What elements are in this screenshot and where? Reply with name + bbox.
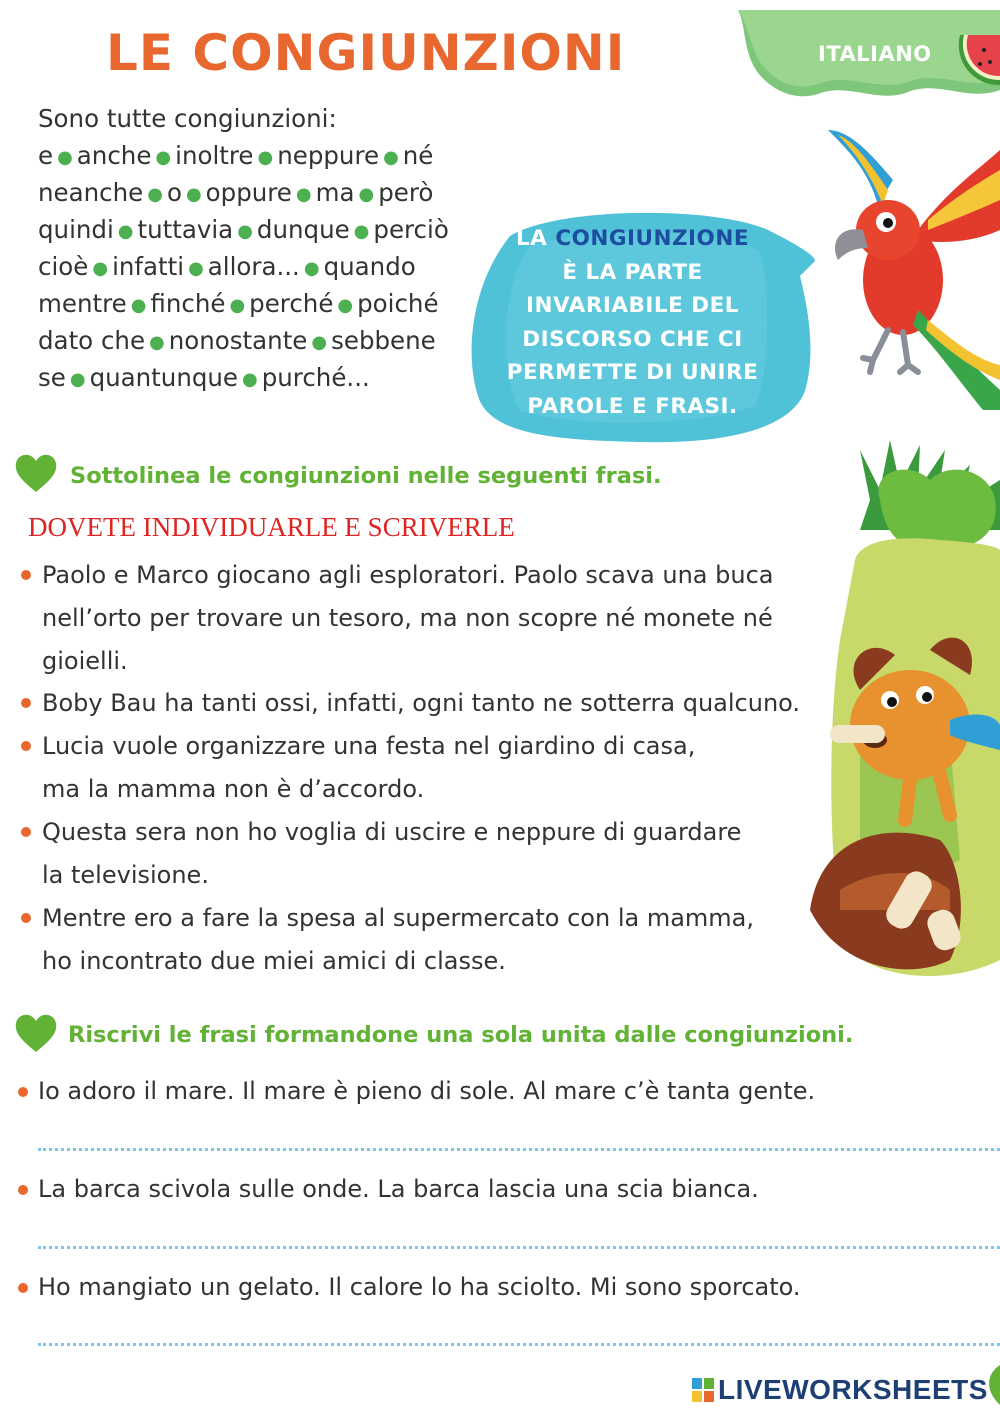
conjunction-line: cioè ● infatti ● allora... ● quando — [38, 252, 416, 281]
watermelon-icon — [950, 30, 1000, 90]
bubble-line: INVARIABILE DEL — [526, 293, 739, 318]
conjunction-intro: Sono tutte congiunzioni: — [38, 104, 337, 133]
page-title: LE CONGIUNZIONI — [106, 24, 626, 82]
teacher-note: DOVETE INDIVIDUARLE E SCRIVERLE — [28, 512, 515, 542]
bubble-definition — [480, 222, 785, 423]
heart-icon — [14, 452, 58, 494]
conjunction-word: perché — [249, 289, 334, 318]
exercise-sentence: la televisione. — [42, 861, 209, 889]
conjunction-word: mentre — [38, 289, 127, 318]
bubble-line: PAROLE E FRASI. — [527, 393, 738, 419]
footer-brand: LIVEWORKSHEETS — [718, 1374, 988, 1405]
conjunction-word: cioè — [38, 252, 89, 281]
conjunction-word: inoltre — [175, 141, 254, 170]
exercise-sentence: ho incontrato due miei amici di classe. — [42, 947, 506, 975]
exercise-sentence: Boby Bau ha tanti ossi, infatti, ogni tanto ne sotterra qualcuno. — [42, 689, 801, 717]
conjunction-word: dato che — [38, 326, 146, 355]
exercise-sentence: Questa sera non ho voglia di uscire e neppure di guardare — [42, 818, 742, 846]
conjunction-word: se — [38, 363, 66, 392]
bullet-icon — [21, 913, 31, 923]
subject-label: ITALIANO — [818, 42, 932, 66]
heart-icon — [14, 1012, 58, 1054]
exercise-sentence: Mentre ero a fare la spesa al supermercato con la mamma, — [42, 904, 754, 932]
conjunction-line: quindi ● tuttavia ● dunque ● perciò — [38, 215, 449, 244]
bullet-icon — [21, 698, 31, 708]
conjunction-word: neppure — [277, 141, 380, 170]
conjunction-word: infatti — [112, 252, 185, 281]
liveworksheets-logo-icon — [692, 1378, 714, 1402]
corner-leaf-icon — [982, 1365, 1000, 1405]
exercise-sentence: Io adoro il mare. Il mare è pieno di sole. Al mare c’è tanta gente. — [38, 1077, 816, 1105]
exercise-sentence: La barca scivola sulle onde. La barca lascia una scia bianca. — [38, 1175, 759, 1203]
conjunction-word: dunque — [256, 215, 350, 244]
conjunction-word: ma — [315, 178, 355, 207]
dog-illustration — [800, 440, 1000, 985]
answer-line[interactable] — [38, 1343, 1000, 1346]
bubble-line: PERMETTE DI UNIRE — [506, 360, 759, 385]
exercise-sentence: gioielli. — [42, 647, 128, 675]
bullet-icon — [21, 570, 31, 580]
conjunction-word: nonostante — [168, 326, 308, 355]
bubble-line-prefix: LA — [515, 226, 548, 251]
conjunction-word: però — [378, 178, 434, 207]
answer-line[interactable] — [38, 1246, 1000, 1249]
bubble-line: DISCORSO CHE CI — [522, 326, 743, 352]
conjunction-line: neanche ● o ● oppure ● ma ● però — [38, 178, 434, 207]
conjunction-line: se ● quantunque ● purché... — [38, 363, 370, 392]
conjunction-word: quando — [323, 252, 416, 281]
conjunction-word: o — [166, 178, 182, 207]
conjunction-word: purché... — [261, 363, 370, 392]
conjunction-word: anche — [76, 141, 152, 170]
conjunction-word: quantunque — [89, 363, 238, 392]
bubble-line: È LA PARTE — [562, 259, 703, 285]
bullet-icon — [21, 827, 31, 837]
bullet-icon — [18, 1283, 28, 1293]
bullet-icon — [21, 741, 31, 751]
bullet-icon — [18, 1087, 28, 1097]
conjunction-word: oppure — [205, 178, 292, 207]
conjunction-line: e ● anche ● inoltre ● neppure ● né — [38, 141, 434, 170]
conjunction-word: poiché — [357, 289, 439, 318]
exercise-sentence: Ho mangiato un gelato. Il calore lo ha sciolto. Mi sono sporcato. — [38, 1273, 801, 1301]
exercise-sentence: Paolo e Marco giocano agli esploratori. Paolo scava una buca — [42, 561, 774, 589]
conjunction-word: e — [38, 141, 54, 170]
answer-line[interactable] — [38, 1148, 1000, 1151]
exercise-instruction: Riscrivi le frasi formandone una sola unita dalle congiunzioni. — [68, 1022, 854, 1048]
bullet-icon — [18, 1185, 28, 1195]
conjunction-word: perciò — [373, 215, 449, 244]
conjunction-word: sebbene — [331, 326, 436, 355]
conjunction-line: dato che ● nonostante ● sebbene — [38, 326, 436, 355]
exercise-sentence: ma la mamma non è d’accordo. — [42, 775, 425, 803]
parrot-illustration — [808, 110, 1000, 410]
exercise-instruction: Sottolinea le congiunzioni nelle seguenti frasi. — [70, 463, 662, 489]
conjunction-word: tuttavia — [137, 215, 234, 244]
exercise-sentence: Lucia vuole organizzare una festa nel giardino di casa, — [42, 732, 696, 760]
conjunction-word: quindi — [38, 215, 114, 244]
conjunction-word: finché — [150, 289, 226, 318]
conjunction-word: né — [402, 141, 434, 170]
exercise-sentence: nell’orto per trovare un tesoro, ma non scopre né monete né — [42, 604, 773, 632]
conjunction-word: neanche — [38, 178, 144, 207]
conjunction-line: mentre ● finché ● perché ● poiché — [38, 289, 439, 318]
conjunction-word: allora... — [207, 252, 300, 281]
bubble-keyword: CONGIUNZIONE — [555, 226, 750, 251]
